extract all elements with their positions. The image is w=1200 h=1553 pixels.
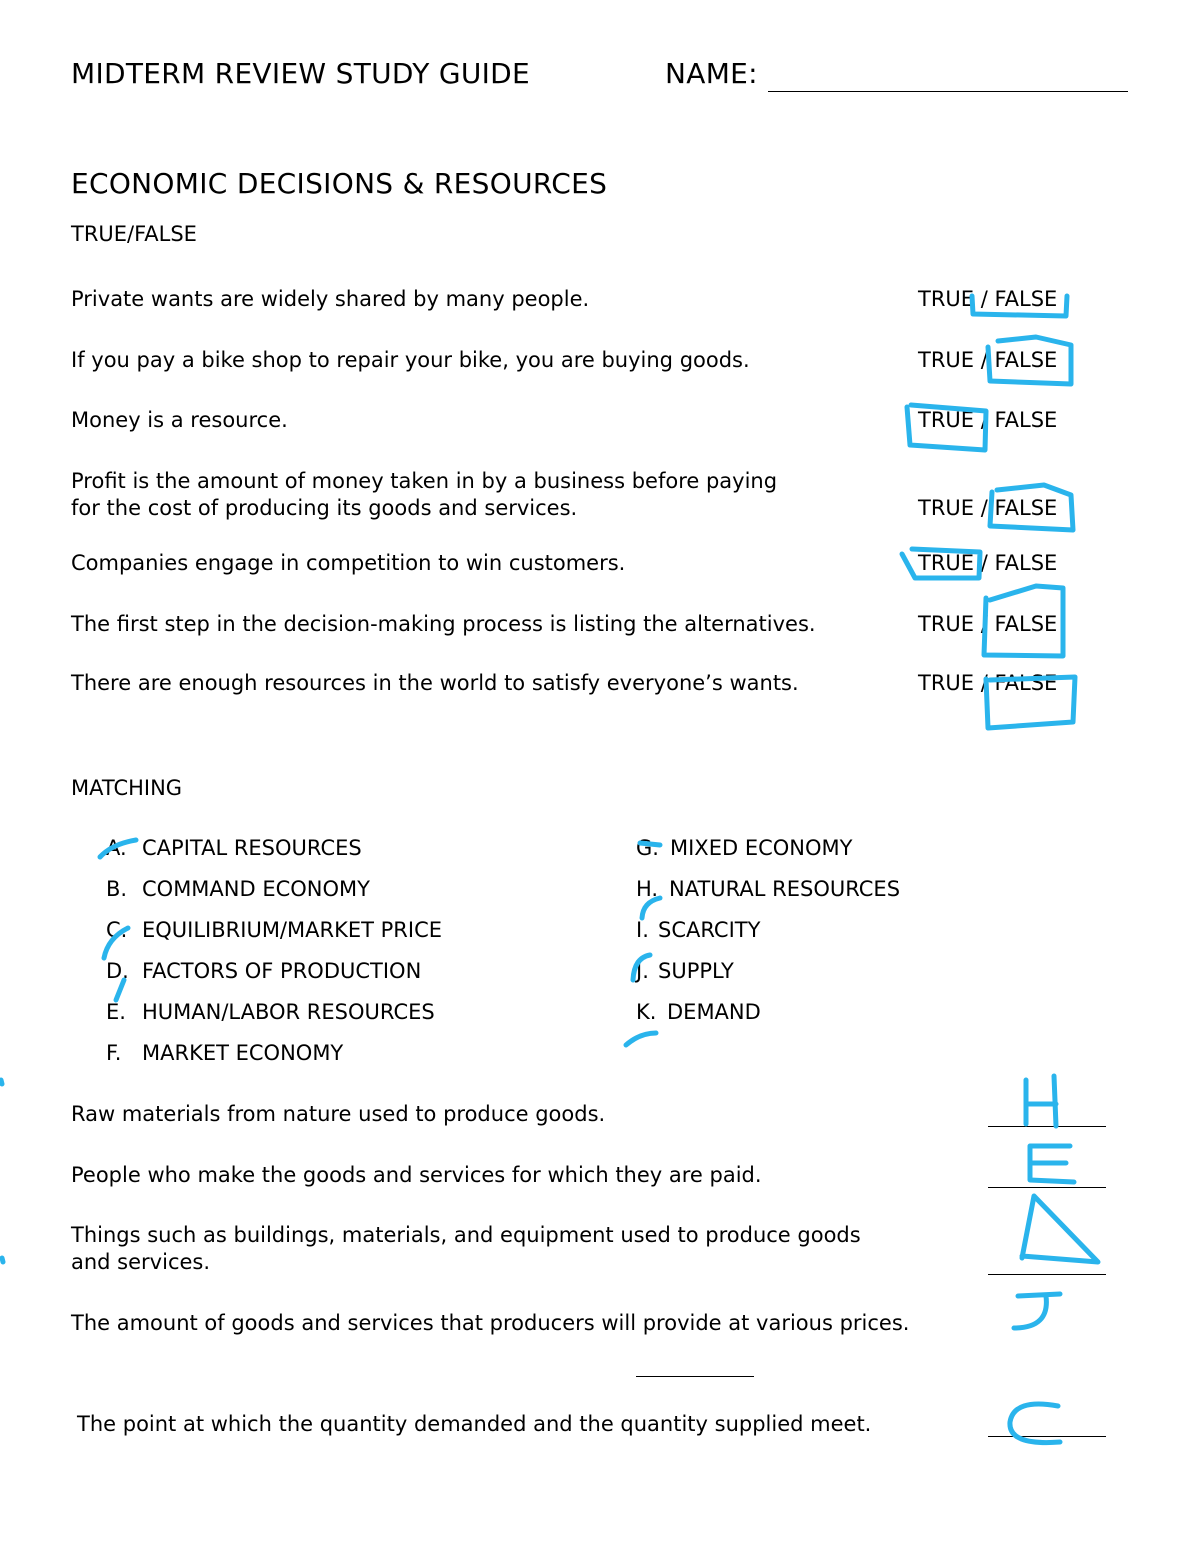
answer-blank-5[interactable] (988, 1436, 1106, 1437)
term-market-economy: MARKET ECONOMY (142, 1041, 344, 1065)
tf-options-4[interactable]: TRUE / FALSE (918, 496, 1058, 520)
term-letter-f: F. (106, 1041, 122, 1065)
tf-options-7[interactable]: TRUE / FALSE (918, 671, 1058, 695)
tf-statement-1: Private wants are widely shared by many people. (71, 287, 590, 311)
margin-mark-1 (1, 1080, 2, 1084)
handwritten-letter-j (1014, 1294, 1060, 1328)
matching-heading: MATCHING (71, 776, 183, 800)
term-letter-e: E. (106, 1000, 126, 1024)
answer-blank-3[interactable] (988, 1274, 1106, 1275)
term-factors-of-production: FACTORS OF PRODUCTION (142, 959, 422, 983)
tf-options-2[interactable]: TRUE / FALSE (918, 348, 1058, 372)
tf-options-3[interactable]: TRUE / FALSE (918, 408, 1058, 432)
term-letter-b: B. (106, 877, 128, 901)
margin-mark-2 (2, 1258, 3, 1262)
name-field-line[interactable] (768, 91, 1128, 92)
tf-options-5[interactable]: TRUE / FALSE (918, 551, 1058, 575)
handwritten-letter-a (1022, 1196, 1098, 1262)
matching-question-2: People who make the goods and services for which they are paid. (71, 1163, 762, 1187)
name-label: NAME: (665, 57, 758, 90)
matching-question-1: Raw materials from nature used to produce goods. (71, 1102, 606, 1126)
tf-statement-3: Money is a resource. (71, 408, 288, 432)
term-letter-c: C. (106, 918, 128, 942)
tf-statement-2: If you pay a bike shop to repair your bike, you are buying goods. (71, 348, 750, 372)
term-demand: DEMAND (667, 1000, 761, 1024)
term-supply: SUPPLY (658, 959, 734, 983)
term-human-labor-resources: HUMAN/LABOR RESOURCES (142, 1000, 435, 1024)
tf-statement-4-line2: for the cost of producing its goods and services. (71, 496, 578, 520)
tf-statement-4-line1: Profit is the amount of money taken in by a business before paying (71, 469, 778, 493)
section-title: ECONOMIC DECISIONS & RESOURCES (71, 167, 608, 200)
tick-mark-k (626, 1033, 656, 1045)
tf-statement-7: There are enough resources in the world to satisfy everyone’s wants. (71, 671, 799, 695)
handwritten-letter-e (1030, 1146, 1074, 1182)
tf-options-1[interactable]: TRUE / FALSE (918, 287, 1058, 311)
term-capital-resources: CAPITAL RESOURCES (142, 836, 362, 860)
tf-statement-5: Companies engage in competition to win customers. (71, 551, 626, 575)
term-command-economy: COMMAND ECONOMY (142, 877, 370, 901)
term-mixed-economy: MIXED ECONOMY (670, 836, 853, 860)
term-letter-h: H. (636, 877, 659, 901)
term-letter-k: K. (636, 1000, 657, 1024)
page-title: MIDTERM REVIEW STUDY GUIDE (71, 57, 531, 90)
matching-question-4: The amount of goods and services that producers will provide at various prices. (71, 1311, 910, 1335)
term-letter-d: D. (106, 959, 129, 983)
term-letter-a: A. (106, 836, 127, 860)
answer-blank-4[interactable] (636, 1376, 754, 1377)
tf-statement-6: The first step in the decision-making process is listing the alternatives. (71, 612, 816, 636)
term-letter-j: J. (636, 959, 649, 983)
term-scarcity: SCARCITY (658, 918, 761, 942)
matching-question-5: The point at which the quantity demanded and the quantity supplied meet. (77, 1412, 872, 1436)
matching-question-3-line2: and services. (71, 1250, 211, 1274)
term-letter-i: I. (636, 918, 649, 942)
handwritten-letter-h (1026, 1076, 1056, 1126)
term-equilibrium-market-price: EQUILIBRIUM/MARKET PRICE (142, 918, 443, 942)
true-false-heading: TRUE/FALSE (71, 222, 197, 246)
answer-blank-1[interactable] (988, 1126, 1106, 1127)
tf-options-6[interactable]: TRUE / FALSE (918, 612, 1058, 636)
term-letter-g: G. (636, 836, 659, 860)
matching-question-3-line1: Things such as buildings, materials, and equipment used to produce goods (71, 1223, 861, 1247)
term-natural-resources: NATURAL RESOURCES (669, 877, 901, 901)
answer-blank-2[interactable] (988, 1187, 1106, 1188)
